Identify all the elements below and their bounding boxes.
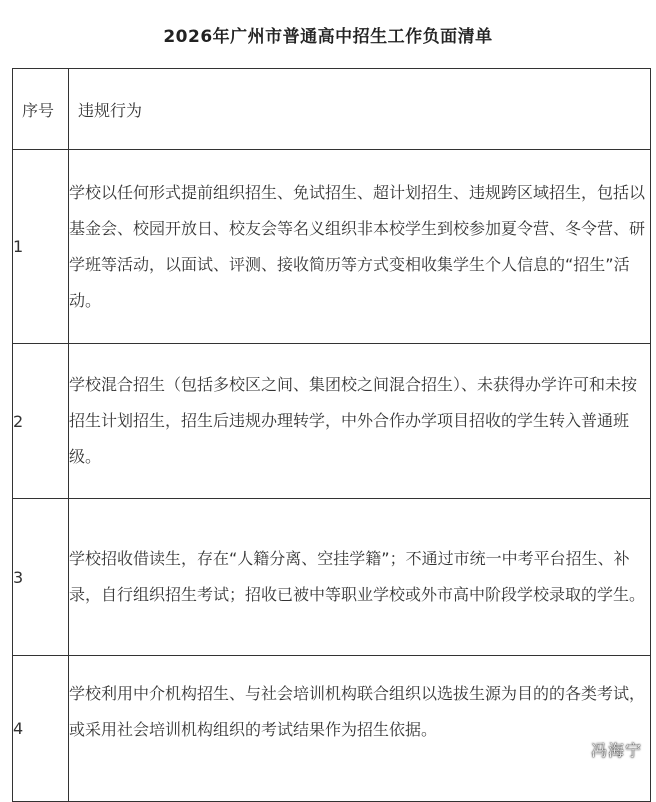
header-action: 违规行为 bbox=[69, 69, 651, 150]
table-header-row bbox=[13, 69, 651, 150]
row-violation-text: 学校以任何形式提前组织招生、免试招生、超计划招生、违规跨区域招生，包括以基金会、校园开放日、校友会等名义组织非本校学生到校参加夏令营、冬令营、研学班等活动，以面试、评测、接收简历等方式变相收集学生个人信息的“招生”活动。 bbox=[69, 150, 651, 344]
row-number: 1 bbox=[13, 150, 69, 344]
row-violation-text: 学校利用中介机构招生、与社会培训机构联合组织以选拔生源为目的的各类考试，或采用社会培训机构组织的考试结果作为招生依据。 bbox=[69, 656, 651, 802]
row-number: 3 bbox=[13, 499, 69, 656]
row-number: 4 bbox=[13, 656, 69, 802]
negative-list-table bbox=[12, 68, 651, 802]
table-row bbox=[13, 499, 651, 656]
row-violation-text: 学校招收借读生，存在“人籍分离、空挂学籍”；不通过市统一中考平台招生、补录，自行组织招生考试；招收已被中等职业学校或外市高中阶段学校录取的学生。 bbox=[69, 499, 651, 656]
table-row bbox=[13, 344, 651, 499]
row-violation-text: 学校混合招生（包括多校区之间、集团校之间混合招生）、未获得办学许可和未按招生计划招生，招生后违规办理转学，中外合作办学项目招收的学生转入普通班级。 bbox=[69, 344, 651, 499]
table-row bbox=[13, 656, 651, 802]
document-title: 2026年广州市普通高中招生工作负面清单 bbox=[163, 27, 493, 47]
row-number: 2 bbox=[13, 344, 69, 499]
table-row bbox=[13, 150, 651, 344]
header-number: 序号 bbox=[13, 69, 69, 150]
author-watermark: 冯海宁 bbox=[590, 741, 642, 760]
